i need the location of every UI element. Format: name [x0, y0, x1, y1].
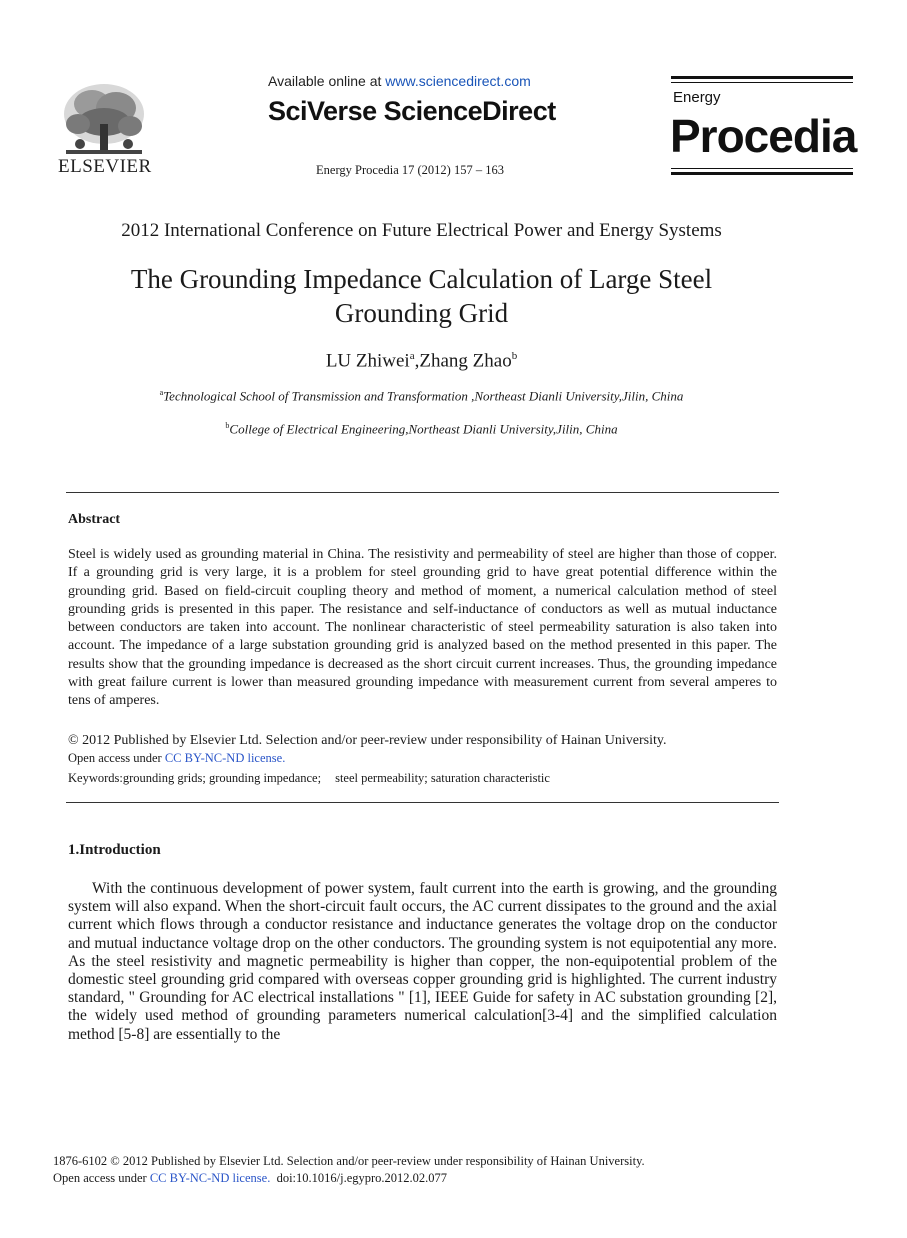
keywords-part-1: Keywords:grounding grids; grounding impedance;: [68, 771, 322, 785]
available-prefix: Available online at: [268, 73, 386, 89]
journal-name-small: Energy: [673, 89, 721, 106]
abstract-body: Steel is widely used as grounding material in China. The resistivity and permeability of steel are higher than those of copper. If a grounding grid is very large, it is a problem for steel grounding grid to have great potential difference within the grounding grid. Based on field-circuit coupling theory and method of moment, a numerical calculation method of steel grounding grids is presented in this paper. The resistance and self-inductance of conductors as well as mutual inductance between conductors are taken into account. The nonlinear characteristic of steel permeability saturation is also taken into account. The impedance of a large substation grounding grid is analyzed based on the method presented in this paper. The results show that the grounding impedance is decreased as the short circuit current increases. Thus, the grounding impedance with great failure current is lower than measured grounding impedance with measurement current from several amperes to tens of amperes.: [68, 547, 777, 709]
abstract-heading: Abstract: [68, 512, 121, 527]
keywords-line: [68, 771, 550, 786]
affiliation-b: [0, 421, 843, 437]
affiliation-text: Technological School of Transmission and Transformation ,Northeast Dianli University,Jilin, China: [163, 388, 684, 404]
author-2: Zhang Zhao: [419, 350, 512, 372]
introduction-body: With the continuous development of power system, fault current into the earth is growing, and the grounding system will also expand. When the short-circuit fault occurs, the AC current dissipates to the ground and the axial current which flows through a conductor resistance and inductance generates the voltage drop on the conductor and mutual inductance voltage drop on the other conductors. The grounding system is not equipotential any more. As the steel resistivity and magnetic permeability is higher than copper, the non-equipotential problem of the domestic steel grounding grid compared with overseas copper grounding grid is highlighted. The current industry standard, " Grounding for AC electrical installations " [1], IEEE Guide for safety in AC substation grounding [2], the widely used method of grounding parameters numerical calculation[3-4] and the simplified calculation method [5-8] are essentially to the: [68, 880, 777, 1043]
affiliation-a: [0, 388, 843, 404]
paper-title: The Grounding Impedance Calculation of Large Steel Grounding Grid: [130, 264, 713, 328]
author-1: LU Zhiwei: [325, 350, 410, 372]
affiliation-text: College of Electrical Engineering,Northeast Dianli University,Jilin, China: [229, 421, 618, 437]
divider-top: [66, 492, 779, 493]
license-link[interactable]: CC BY-NC-ND license.: [164, 751, 286, 765]
conference-name: 2012 International Conference on Future Electrical Power and Energy Systems: [121, 220, 722, 241]
affiliation-mark: b: [225, 421, 230, 430]
open-access-prefix: Open access under: [68, 751, 165, 765]
sciverse-sciencedirect-logo: SciVerse ScienceDirect: [268, 96, 556, 126]
author-line: [0, 350, 843, 372]
footer-doi[interactable]: doi:10.1016/j.egypro.2012.02.077: [276, 1171, 448, 1185]
author-2-affil-mark: b: [511, 350, 518, 362]
keywords-part-2: steel permeability; saturation characteristic: [335, 771, 550, 785]
divider-bottom: [66, 802, 779, 803]
footer-open-access-line: [53, 1171, 447, 1186]
available-online-line: [268, 73, 531, 89]
section-heading-introduction: 1.Introduction: [68, 842, 161, 858]
footer-license-link[interactable]: CC BY-NC-ND license.: [149, 1171, 271, 1185]
journal-name-large: Procedia: [670, 110, 857, 162]
elsevier-wordmark: ELSEVIER: [58, 156, 152, 177]
footer-open-access-prefix: Open access under: [53, 1171, 150, 1185]
open-access-line: [68, 751, 285, 766]
affiliation-mark: a: [159, 388, 164, 397]
copyright-notice: © 2012 Published by Elsevier Ltd. Selection and/or peer-review under responsibility of Hainan University.: [68, 733, 667, 748]
journal-citation: Energy Procedia 17 (2012) 157 – 163: [316, 163, 504, 177]
author-1-affil-mark: a: [409, 350, 415, 362]
sciencedirect-link[interactable]: www.sciencedirect.com: [385, 73, 531, 89]
footer-issn-line: 1876-6102 © 2012 Published by Elsevier Ltd. Selection and/or peer-review under responsibility of Hainan University.: [53, 1154, 645, 1168]
author-separator: ,: [414, 350, 420, 372]
